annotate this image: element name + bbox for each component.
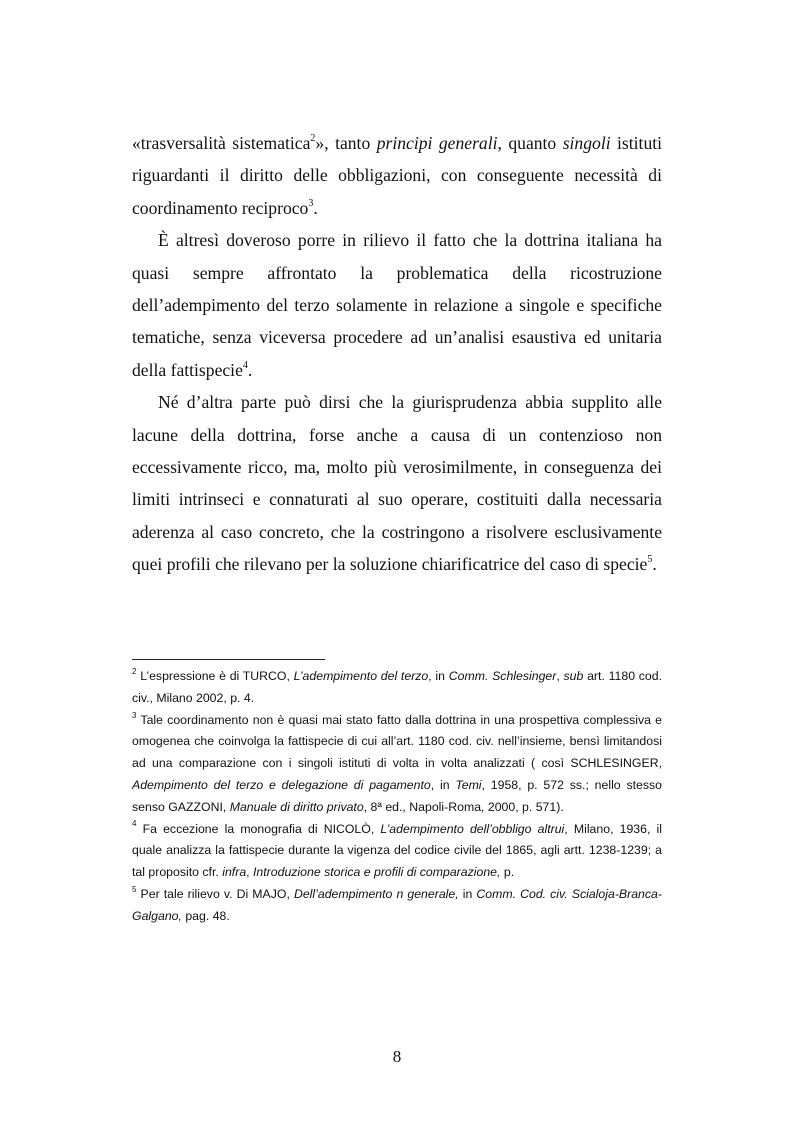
- page-number: 8: [392, 1047, 402, 1066]
- paragraph-3: Né d’altra parte può dirsi che la giurisprudenza abbia supplito alle lacune della dottrina, forse anche a causa di un contenzioso non eccessivamente ricco, ma, molto più verosimilmente, in conseguenza dei limiti intrinseci e connaturati al suo operare, costituiti dalla necessaria aderenza al caso concreto, che la costringono a risolvere esclusivamente quei profili che rilevano per la soluzione chiarificatrice del caso di specie$^5$.: [132, 392, 662, 575]
- footnote-3: $^3$ Tale coordinamento non è quasi mai stato fatto dalla dottrina in una prospettiva complessiva e omogenea che coinvolga la fattispecie di cui all’art. 1180 cod. civ. nell’insieme, bensì limitandosi ad una comparazione con i singoli istituti di volta in volta analizzati ( così SCHLESINGER, Adempimento del terzo e delegazione di pagamento, in Temi, 1958, p. 572 ss.; nello stesso senso GAZZONI, Manuale di diritto privato, 8ª ed., Napoli-Roma, 2000, p. 571).: [132, 710, 662, 814]
- footnote-separator: [132, 659, 325, 660]
- main-text: [132, 127, 662, 581]
- footnotes: [132, 666, 662, 928]
- footnote-5: $^5$ Per tale rilievo v. Di MAJO, Dell’adempimento n generale, in Comm. Cod. civ. Scialoja-Branca-Galgano, pag. 48.: [132, 884, 662, 923]
- footnote-ref-5[interactable]: 5: [647, 554, 653, 566]
- footnote-ref-4[interactable]: 4: [242, 359, 248, 371]
- paragraph-2: È altresì doveroso porre in rilievo il fatto che la dottrina italiana ha quasi sempre affrontato la problematica della ricostruzione dell’adempimento del terzo solamente in relazione a singole e specifiche tematiche, senza viceversa procedere ad un’analisi esaustiva ed unitaria della fattispecie$^4$.: [132, 230, 662, 380]
- paragraph-1: «trasversalità sistematica$^2$», tanto principi generali, quanto singoli istituti riguardanti il diritto delle obbligazioni, con conseguente necessità di coordinamento reciproco$^3$.: [132, 133, 663, 218]
- footnote-4: $^4$ Fa eccezione la monografia di NICOLÒ, L’adempimento dell’obbligo altrui, Milano, 1936, il quale analizza la fattispecie durante la vigenza del codice civile del 1865, agli artt. 1238-1239; a tal proposito cfr. infra, Introduzione storica e profili di comparazione, p.: [132, 819, 662, 880]
- footnote-ref-2[interactable]: 2: [310, 133, 316, 145]
- footnote-2: $^2$ L’espressione è di TURCO, L’adempimento del terzo, in Comm. Schlesinger, sub art. 1180 cod. civ., Milano 2002, p. 4.: [132, 666, 663, 705]
- footnote-ref-3[interactable]: 3: [308, 197, 314, 209]
